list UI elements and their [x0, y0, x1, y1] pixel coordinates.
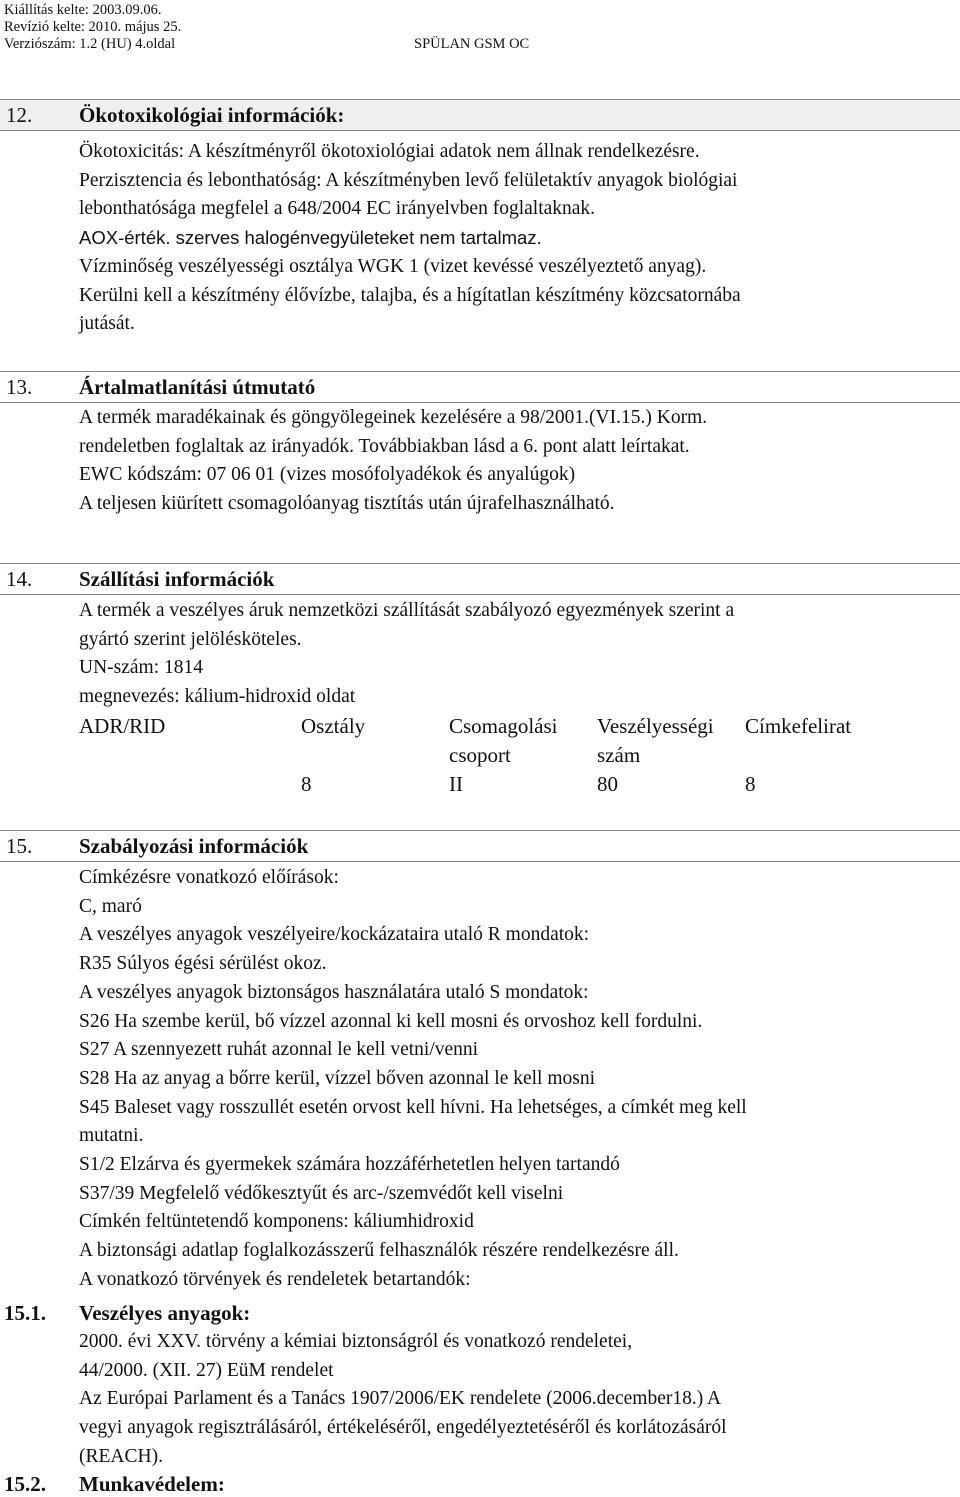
text-line: S45 Baleset vagy rosszullét esetén orvost kell hívni. Ha lehetséges, a címkét meg kell: [79, 1096, 747, 1118]
section-13-header: [0, 371, 960, 403]
table-cell: 8: [301, 772, 312, 796]
text-line: S37/39 Megfelelő védőkesztyűt és arc-/szemvédőt kell viselni: [79, 1182, 564, 1204]
text-line: Vízminőség veszélyességi osztálya WGK 1 (vizet kevéssé veszélyeztető anyag).: [79, 255, 707, 277]
text-line: S1/2 Elzárva és gyermekek számára hozzáférhetetlen helyen tartandó: [79, 1154, 620, 1176]
text-line: A vonatkozó törvények és rendeletek betartandók:: [79, 1268, 471, 1290]
subsection-title: Veszélyes anyagok:: [79, 1301, 251, 1325]
table-header: Címkefelirat: [745, 714, 852, 738]
revision-date: Revízió kelte: 2010. május 25.: [4, 19, 182, 35]
text-line: A biztonsági adatlap foglalkozásszerű felhasználók részére rendelkezésre áll.: [79, 1240, 679, 1262]
text-line: C, maró: [79, 895, 142, 917]
section-title: Szállítási információk: [79, 567, 275, 591]
text-line: Az Európai Parlament és a Tanács 1907/2006/EK rendelete (2006.december18.) A: [79, 1388, 722, 1410]
table-header: csoport: [449, 743, 511, 767]
section-12-header: [0, 99, 960, 131]
section-title: Ártalmatlanítási útmutató: [79, 375, 316, 399]
text-line: AOX-érték. szerves halogénvegyületeket nem tartalmaz.: [79, 227, 542, 249]
table-header: Veszélyességi: [597, 714, 714, 738]
text-line: Címkézésre vonatkozó előírások:: [79, 867, 339, 888]
section-14-header: [0, 563, 960, 595]
section-number: 14.: [6, 567, 33, 591]
text-line: 44/2000. (XII. 27) EüM rendelet: [79, 1359, 334, 1381]
text-line: mutatni.: [79, 1125, 144, 1147]
document-header: [4, 2, 181, 53]
table-header: Csomagolási: [449, 714, 558, 738]
text-line: A veszélyes anyagok biztonságos használatára utaló S mondatok:: [79, 981, 589, 1003]
section-13-body: [79, 404, 949, 519]
table-cell: 8: [745, 772, 756, 796]
text-line: jutását.: [79, 313, 135, 335]
text-line: vegyi anyagok regisztrálásáról, értékeléséről, engedélyeztetéséről és korlátozásáról: [79, 1417, 727, 1439]
text-line: megnevezés: kálium-hidroxid oldat: [79, 686, 356, 708]
text-line: 2000. évi XXV. törvény a kémiai biztonságról és vonatkozó rendeletei,: [79, 1331, 633, 1352]
text-line: (REACH).: [79, 1445, 163, 1467]
table-header: szám: [597, 743, 641, 767]
section-number: 12.: [6, 103, 33, 127]
text-line: Címkén feltüntetendő komponens: káliumhidroxid: [79, 1211, 474, 1233]
text-line: Ökotoxicitás: A készítményről ökotoxiológiai adatok nem állnak rendelkezésre.: [79, 141, 700, 162]
subsection-number: 15.1.: [4, 1301, 46, 1325]
subsection-number: 15.2.: [4, 1472, 46, 1496]
version-page: Verziószám: 1.2 (HU) 4.oldal: [4, 36, 176, 52]
text-line: Kerülni kell a készítmény élővízbe, talajba, és a hígítatlan készítmény közcsatornába: [79, 284, 741, 306]
text-line: R35 Súlyos égési sérülést okoz.: [79, 953, 327, 975]
text-line: S28 Ha az anyag a bőrre kerül, vízzel bőven azonnal le kell mosni: [79, 1067, 596, 1089]
table-header: Osztály: [301, 714, 366, 738]
section-title: Szabályozási információk: [79, 834, 309, 858]
section-15-header: [0, 830, 960, 862]
text-line: A termék a veszélyes áruk nemzetközi szállítását szabályozó egyezmények szerint a: [79, 600, 735, 621]
subsection-15-1-body: [79, 1328, 949, 1472]
text-line: A veszélyes anyagok veszélyeire/kockázataira utaló R mondatok:: [79, 924, 590, 946]
subsection-title: Munkavédelem:: [79, 1472, 225, 1496]
text-line: rendeletben foglaltak az irányadók. Továbbiakban lásd a 6. pont alatt leírtakat.: [79, 435, 690, 457]
section-12-body: [79, 138, 949, 339]
section-title: Ökotoxikológiai információk:: [79, 103, 345, 127]
text-line: A teljesen kiürített csomagolóanyag tisztítás után újrafelhasználható.: [79, 493, 615, 515]
text-line: EWC kódszám: 07 06 01 (vizes mosófolyadékok és anyalúgok): [79, 464, 576, 486]
text-line: UN-szám: 1814: [79, 657, 204, 679]
text-line: S27 A szennyezett ruhát azonnal le kell vetni/venni: [79, 1039, 479, 1061]
issue-date: Kiállítás kelte: 2003.09.06.: [4, 2, 162, 18]
text-line: A termék maradékainak és göngyölegeinek kezelésére a 98/2001.(VI.15.) Korm.: [79, 407, 708, 428]
text-line: lebonthatósága megfelel a 648/2004 EC irányelvben foglaltaknak.: [79, 198, 596, 220]
text-line: S26 Ha szembe kerül, bő vízzel azonnal ki kell mosni és orvoshoz kell fordulni.: [79, 1010, 703, 1032]
table-cell: 80: [597, 772, 618, 796]
section-15-body: [79, 864, 949, 1295]
section-number: 15.: [6, 834, 33, 858]
text-line: Perzisztencia és lebonthatóság: A készítményben levő felületaktív anyagok biológiai: [79, 169, 738, 191]
table-cell: II: [449, 772, 463, 796]
text-line: gyártó szerint jelölésköteles.: [79, 628, 302, 650]
section-14-body: [79, 597, 949, 712]
transport-table: [79, 712, 851, 799]
section-number: 13.: [6, 375, 33, 399]
table-header: ADR/RID: [79, 714, 166, 738]
product-name: SPÜLAN GSM OC: [414, 36, 530, 52]
